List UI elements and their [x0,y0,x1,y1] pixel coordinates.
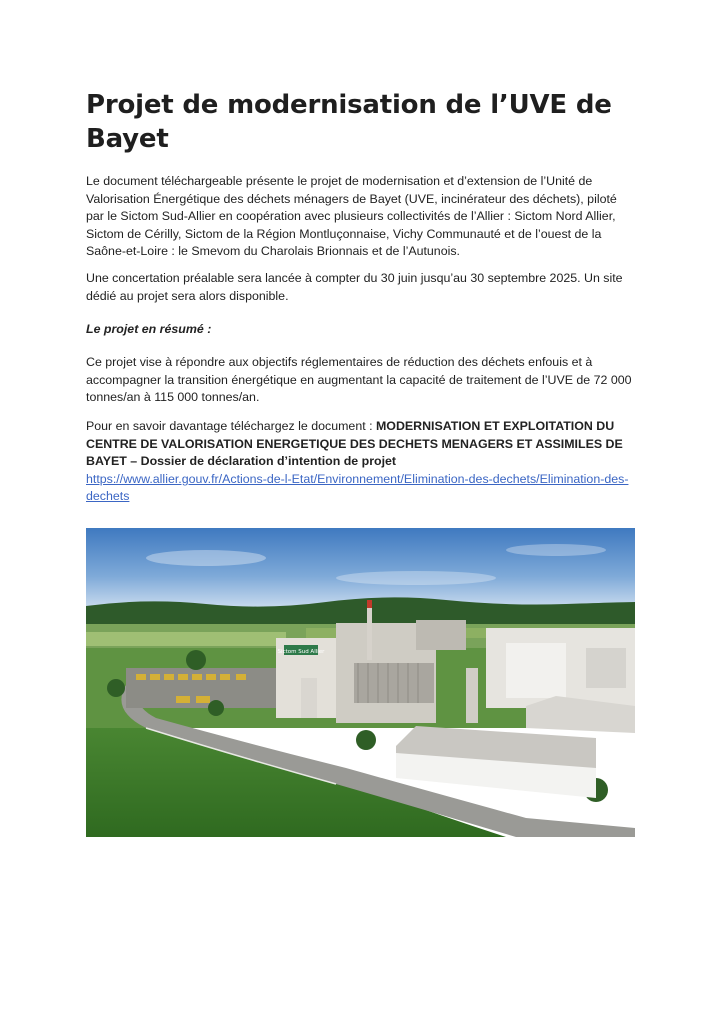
intro-paragraph: Le document téléchargeable présente le projet de modernisation et d’extension de l’Unité de Valorisation Énergétique des déchets ménagers de Bayet (UVE, incinérateur des déchets), piloté par le Sictom Sud-Allier en coopération avec plusieurs collectivités de l’Allier : Sictom Nord Allier, Sictom de Cérilly, Sictom de la Région Montluçonnaise, Vichy Communauté et de l’ouest de la Saône-et-Loire : le Smevom du Charolais Brionnais et de l’Autunois. [86,174,617,259]
concertation-paragraph: Une concertation préalable sera lancée à compter du 30 juin jusqu’au 30 septembre 2025. Un site dédié au projet sera alors disponible. [86,271,623,303]
more-info-paragraph [86,418,638,506]
summary-paragraph: Ce projet vise à répondre aux objectifs réglementaires de réduction des déchets enfouis et à accompagner la transition énergétique en augmentant la capacité de traitement de l’UVE de 72 000 tonnes/an à 115 000 tonnes/an. [86,355,632,405]
page-title: Projet de modernisation de l’UVE de Bayet [86,90,612,154]
document-link[interactable]: https://www.allier.gouv.fr/Actions-de-l-Etat/Environnement/Elimination-des-dechets/Elimination-des-dechets [86,471,629,504]
summary-heading: Le projet en résumé : [86,322,212,336]
building-sign: Sictom Sud Allier [277,649,325,655]
document-title: MODERNISATION ET EXPLOITATION DU CENTRE DE VALORISATION ENERGETIQUE DES DECHETS MENAGERS ET ASSIMILES DE BAYET – Dossier de déclaration d’intention de projet [86,419,623,469]
more-info-prefix: Pour en savoir davantage téléchargez le document : [86,419,376,433]
facility-aerial-photo [86,528,635,837]
